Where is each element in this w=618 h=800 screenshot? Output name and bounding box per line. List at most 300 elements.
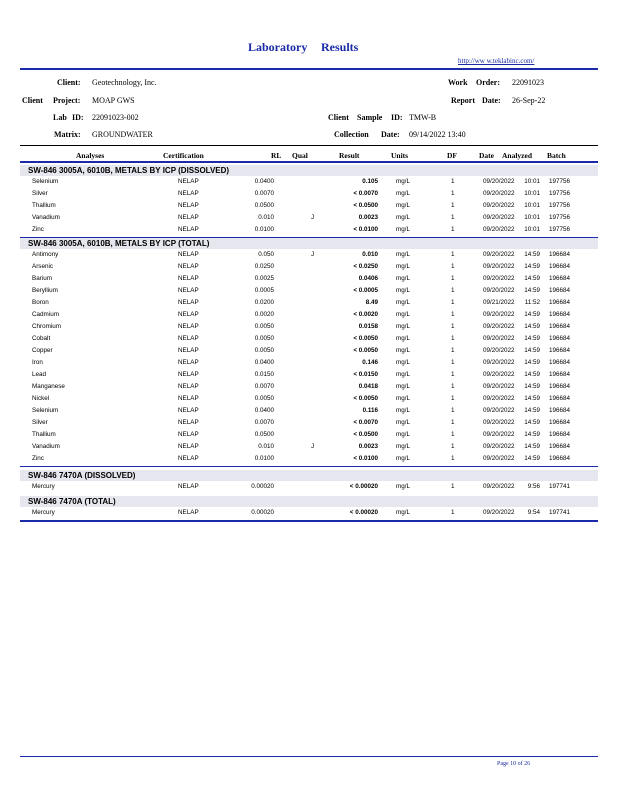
rl-cell: 0.010 [258, 214, 274, 221]
batch-cell: 196684 [549, 335, 571, 342]
certification-cell: NELAP [178, 202, 199, 209]
time-cell: 14:59 [524, 359, 540, 366]
date-cell: 09/20/2022 [483, 202, 515, 209]
certification-cell: NELAP [178, 178, 199, 185]
df-cell: 1 [451, 287, 455, 294]
df-cell: 1 [451, 202, 455, 209]
analyte-cell: Mercury [32, 509, 55, 516]
col-analyses: Analyses [76, 151, 105, 160]
certification-cell: NELAP [178, 509, 199, 516]
method-section-title: SW-846 3005A, 6010B, METALS BY ICP (DISSOLVED) [28, 166, 230, 175]
table-row [20, 200, 598, 212]
certification-cell: NELAP [178, 190, 199, 197]
method-section-title: SW-846 3005A, 6010B, METALS BY ICP (TOTAL) [28, 239, 210, 248]
time-cell: 10:01 [524, 226, 540, 233]
rl-cell: 0.0050 [254, 323, 274, 330]
batch-cell: 196684 [549, 419, 571, 426]
batch-cell: 197741 [549, 483, 571, 490]
df-cell: 1 [451, 395, 455, 402]
table-row [20, 261, 598, 273]
time-cell: 10:01 [524, 178, 540, 185]
certification-cell: NELAP [178, 371, 199, 378]
rl-cell: 0.050 [258, 251, 274, 258]
batch-cell: 197756 [549, 190, 571, 197]
time-cell: 14:59 [524, 395, 540, 402]
table-row [20, 285, 598, 297]
time-cell: 14:59 [524, 263, 540, 270]
analyte-cell: Cobalt [32, 335, 51, 342]
units-cell: mg/L [396, 383, 410, 390]
units-cell: mg/L [396, 443, 410, 450]
df-cell: 1 [451, 263, 455, 270]
section-divider [20, 520, 598, 522]
analyte-cell: Chromium [32, 323, 62, 330]
work-order-value: 22091023 [512, 78, 544, 87]
result-cell: < 0.0100 [353, 226, 378, 233]
analyte-cell: Thallium [32, 202, 56, 209]
time-cell: 14:59 [524, 371, 540, 378]
result-cell: < 0.0500 [353, 431, 378, 438]
rl-cell: 0.0070 [254, 419, 274, 426]
date-cell: 09/20/2022 [483, 178, 515, 185]
rl-cell: 0.0250 [254, 263, 274, 270]
time-cell: 14:59 [524, 407, 540, 414]
batch-cell: 196684 [549, 371, 571, 378]
analyte-cell: Cadmium [32, 311, 59, 318]
certification-cell: NELAP [178, 263, 199, 270]
df-cell: 1 [451, 431, 455, 438]
result-cell: 0.0406 [358, 275, 378, 282]
certification-cell: NELAP [178, 431, 199, 438]
result-cell: 0.010 [362, 251, 378, 258]
units-cell: mg/L [396, 178, 410, 185]
client-label: Client: [57, 78, 81, 87]
rl-cell: 0.0400 [254, 359, 274, 366]
batch-cell: 196684 [549, 311, 571, 318]
table-row [20, 309, 598, 321]
analyte-cell: Barium [32, 275, 52, 282]
analyte-cell: Copper [32, 347, 53, 354]
date-cell: 09/20/2022 [483, 190, 515, 197]
result-cell: < 0.0050 [353, 335, 378, 342]
certification-cell: NELAP [178, 323, 199, 330]
rl-cell: 0.0070 [254, 190, 274, 197]
certification-cell: NELAP [178, 335, 199, 342]
info-bottom-rule [20, 145, 598, 146]
matrix-value: GROUNDWATER [92, 130, 153, 139]
table-row [20, 369, 598, 381]
lab-id-label-b: ID: [72, 113, 84, 122]
analyte-cell: Beryllium [32, 287, 58, 294]
certification-cell: NELAP [178, 299, 199, 306]
certification-cell: NELAP [178, 383, 199, 390]
table-row [20, 357, 598, 369]
result-cell: < 0.0050 [353, 347, 378, 354]
time-cell: 14:59 [524, 455, 540, 462]
df-cell: 1 [451, 275, 455, 282]
analyte-cell: Lead [32, 371, 47, 378]
table-row [20, 176, 598, 188]
table-row [20, 441, 598, 453]
analyte-cell: Silver [32, 190, 48, 197]
batch-cell: 196684 [549, 287, 571, 294]
df-cell: 1 [451, 299, 455, 306]
work-label: Work [448, 78, 468, 87]
rl-cell: 0.0070 [254, 383, 274, 390]
certification-cell: NELAP [178, 275, 199, 282]
collection-value: 09/14/2022 13:40 [409, 130, 466, 139]
units-cell: mg/L [396, 395, 410, 402]
rl-cell: 0.0025 [254, 275, 274, 282]
batch-cell: 196684 [549, 251, 571, 258]
date-cell: 09/20/2022 [483, 509, 515, 516]
time-cell: 14:59 [524, 347, 540, 354]
client-project-label-b: Project: [53, 96, 81, 105]
result-cell: 0.0418 [358, 383, 378, 390]
date-cell: 09/20/2022 [483, 311, 515, 318]
table-row [20, 417, 598, 429]
rl-cell: 0.0050 [254, 347, 274, 354]
result-cell: 0.116 [362, 407, 378, 414]
result-cell: < 0.0100 [353, 455, 378, 462]
units-cell: mg/L [396, 263, 410, 270]
analyte-cell: Zinc [32, 226, 44, 233]
table-row [20, 249, 598, 261]
units-cell: mg/L [396, 299, 410, 306]
certification-cell: NELAP [178, 347, 199, 354]
df-cell: 1 [451, 335, 455, 342]
analyte-cell: Silver [32, 419, 48, 426]
units-cell: mg/L [396, 419, 410, 426]
df-cell: 1 [451, 359, 455, 366]
certification-cell: NELAP [178, 483, 199, 490]
result-cell: 0.105 [362, 178, 378, 185]
date-cell: 09/20/2022 [483, 359, 515, 366]
time-cell: 9:54 [527, 509, 540, 516]
project-value: MOAP GWS [92, 96, 135, 105]
batch-cell: 197756 [549, 202, 571, 209]
analyte-cell: Antimony [32, 251, 59, 258]
certification-cell: NELAP [178, 226, 199, 233]
method-section-title: SW-846 7470A (DISSOLVED) [28, 471, 136, 480]
analyte-cell: Zinc [32, 455, 44, 462]
df-cell: 1 [451, 190, 455, 197]
table-row [20, 507, 598, 519]
result-cell: < 0.0070 [353, 190, 378, 197]
time-cell: 14:59 [524, 275, 540, 282]
lab-id-label-a: Lab [53, 113, 67, 122]
units-cell: mg/L [396, 323, 410, 330]
certification-cell: NELAP [178, 419, 199, 426]
units-cell: mg/L [396, 371, 410, 378]
time-cell: 14:59 [524, 443, 540, 450]
method-section-header [20, 238, 598, 249]
client-sample-label-c: ID: [391, 113, 403, 122]
batch-cell: 197756 [549, 226, 571, 233]
result-cell: < 0.0250 [353, 263, 378, 270]
rl-cell: 0.0500 [254, 431, 274, 438]
collection-date-label: Date: [381, 130, 400, 139]
analyte-cell: Selenium [32, 407, 59, 414]
lab-website-link[interactable]: http://ww w.teklabinc.com/ [458, 57, 535, 65]
df-cell: 1 [451, 455, 455, 462]
table-row [20, 273, 598, 285]
col-df: DF [447, 151, 457, 160]
analyte-cell: Selenium [32, 178, 59, 185]
date-cell: 09/20/2022 [483, 419, 515, 426]
df-cell: 1 [451, 371, 455, 378]
certification-cell: NELAP [178, 443, 199, 450]
table-header-rule [20, 161, 598, 163]
table-row [20, 381, 598, 393]
time-cell: 14:59 [524, 311, 540, 318]
rl-cell: 0.0400 [254, 407, 274, 414]
table-row [20, 345, 598, 357]
result-cell: 0.0158 [358, 323, 378, 330]
matrix-label: Matrix: [54, 130, 81, 139]
certification-cell: NELAP [178, 407, 199, 414]
qual-cell: J [311, 251, 315, 258]
date-cell: 09/20/2022 [483, 275, 515, 282]
time-cell: 10:01 [524, 214, 540, 221]
batch-cell: 196684 [549, 263, 571, 270]
client-project-label-a: Client [22, 96, 43, 105]
col-result: Result [339, 151, 360, 160]
report-date-value: 26-Sep-22 [512, 96, 546, 105]
table-row [20, 405, 598, 417]
date-cell: 09/20/2022 [483, 395, 515, 402]
df-cell: 1 [451, 443, 455, 450]
df-cell: 1 [451, 226, 455, 233]
table-row [20, 393, 598, 405]
units-cell: mg/L [396, 407, 410, 414]
time-cell: 14:59 [524, 383, 540, 390]
units-cell: mg/L [396, 214, 410, 221]
analyte-cell: Vanadium [32, 214, 60, 221]
col-date: Date [479, 151, 494, 160]
date-cell: 09/20/2022 [483, 335, 515, 342]
table-row [20, 212, 598, 224]
report-title-laboratory: Laboratory [248, 40, 308, 54]
certification-cell: NELAP [178, 311, 199, 318]
table-row [20, 453, 598, 465]
date-cell: 09/20/2022 [483, 251, 515, 258]
qual-cell: J [311, 214, 315, 221]
certification-cell: NELAP [178, 455, 199, 462]
result-cell: < 0.00020 [349, 483, 378, 490]
time-cell: 14:59 [524, 431, 540, 438]
date-cell: 09/20/2022 [483, 443, 515, 450]
header-top-rule [20, 68, 598, 70]
rl-cell: 0.0100 [254, 455, 274, 462]
date-cell: 09/21/2022 [483, 299, 515, 306]
result-cell: < 0.0070 [353, 419, 378, 426]
date-cell: 09/20/2022 [483, 323, 515, 330]
batch-cell: 196684 [549, 347, 571, 354]
date-cell: 09/20/2022 [483, 226, 515, 233]
table-row [20, 297, 598, 309]
result-cell: 0.0023 [358, 214, 378, 221]
batch-cell: 196684 [549, 359, 571, 366]
result-cell: 0.0023 [358, 443, 378, 450]
client-sample-value: TMW-B [409, 113, 437, 122]
report-date-label: Date: [482, 96, 501, 105]
units-cell: mg/L [396, 251, 410, 258]
batch-cell: 196684 [549, 275, 571, 282]
result-cell: < 0.0020 [353, 311, 378, 318]
units-cell: mg/L [396, 335, 410, 342]
analyte-cell: Iron [32, 359, 43, 366]
analyte-cell: Arsenic [32, 263, 53, 270]
df-cell: 1 [451, 419, 455, 426]
units-cell: mg/L [396, 226, 410, 233]
df-cell: 1 [451, 509, 455, 516]
units-cell: mg/L [396, 483, 410, 490]
date-cell: 09/20/2022 [483, 407, 515, 414]
method-section-title: SW-846 7470A (TOTAL) [28, 497, 116, 506]
rl-cell: 0.0050 [254, 335, 274, 342]
units-cell: mg/L [396, 190, 410, 197]
rl-cell: 0.0150 [254, 371, 274, 378]
footer-rule [20, 756, 598, 757]
client-value: Geotechnology, Inc. [92, 78, 157, 87]
rl-cell: 0.0400 [254, 178, 274, 185]
rl-cell: 0.0020 [254, 311, 274, 318]
analyte-cell: Thallium [32, 431, 56, 438]
df-cell: 1 [451, 323, 455, 330]
order-label: Order: [476, 78, 500, 87]
time-cell: 14:59 [524, 323, 540, 330]
df-cell: 1 [451, 407, 455, 414]
col-qual: Qual [292, 151, 308, 160]
report-label: Report [451, 96, 475, 105]
result-cell: < 0.0050 [353, 395, 378, 402]
client-sample-label-b: Sample [357, 113, 383, 122]
units-cell: mg/L [396, 202, 410, 209]
batch-cell: 196684 [549, 395, 571, 402]
method-section-header [20, 496, 598, 507]
result-cell: 0.146 [362, 359, 378, 366]
time-cell: 11:52 [524, 299, 540, 306]
units-cell: mg/L [396, 509, 410, 516]
time-cell: 10:01 [524, 190, 540, 197]
result-cell: 8.49 [365, 299, 378, 306]
batch-cell: 197756 [549, 214, 571, 221]
certification-cell: NELAP [178, 251, 199, 258]
df-cell: 1 [451, 347, 455, 354]
certification-cell: NELAP [178, 214, 199, 221]
batch-cell: 197741 [549, 509, 571, 516]
result-cell: < 0.0500 [353, 202, 378, 209]
date-cell: 09/20/2022 [483, 455, 515, 462]
col-rl: RL [271, 151, 282, 160]
time-cell: 14:59 [524, 419, 540, 426]
rl-cell: 0.0500 [254, 202, 274, 209]
col-certification: Certification [163, 151, 204, 160]
date-cell: 09/20/2022 [483, 383, 515, 390]
batch-cell: 196684 [549, 431, 571, 438]
page-number: Page 10 of 26 [497, 761, 531, 767]
date-cell: 09/20/2022 [483, 483, 515, 490]
result-cell: < 0.0005 [353, 287, 378, 294]
table-row [20, 188, 598, 200]
certification-cell: NELAP [178, 395, 199, 402]
time-cell: 14:59 [524, 251, 540, 258]
batch-cell: 196684 [549, 407, 571, 414]
date-cell: 09/20/2022 [483, 214, 515, 221]
client-sample-label-a: Client [328, 113, 349, 122]
rl-cell: 0.0050 [254, 395, 274, 402]
time-cell: 14:59 [524, 335, 540, 342]
units-cell: mg/L [396, 287, 410, 294]
table-row [20, 333, 598, 345]
df-cell: 1 [451, 383, 455, 390]
time-cell: 10:01 [524, 202, 540, 209]
df-cell: 1 [451, 251, 455, 258]
analyte-cell: Vanadium [32, 443, 60, 450]
analyte-cell: Nickel [32, 395, 50, 402]
method-section-header [20, 470, 598, 481]
units-cell: mg/L [396, 359, 410, 366]
table-row [20, 429, 598, 441]
batch-cell: 196684 [549, 323, 571, 330]
result-cell: < 0.00020 [349, 509, 378, 516]
time-cell: 14:59 [524, 287, 540, 294]
df-cell: 1 [451, 311, 455, 318]
table-row [20, 224, 598, 236]
certification-cell: NELAP [178, 359, 199, 366]
time-cell: 9:56 [527, 483, 540, 490]
date-cell: 09/20/2022 [483, 371, 515, 378]
result-cell: < 0.0150 [353, 371, 378, 378]
certification-cell: NELAP [178, 287, 199, 294]
table-row [20, 321, 598, 333]
units-cell: mg/L [396, 347, 410, 354]
analyte-cell: Manganese [32, 383, 65, 390]
df-cell: 1 [451, 483, 455, 490]
rl-cell: 0.00020 [251, 483, 274, 490]
rl-cell: 0.0200 [254, 299, 274, 306]
units-cell: mg/L [396, 455, 410, 462]
col-units: Units [391, 151, 409, 160]
df-cell: 1 [451, 178, 455, 185]
batch-cell: 196684 [549, 383, 571, 390]
units-cell: mg/L [396, 311, 410, 318]
date-cell: 09/20/2022 [483, 287, 515, 294]
date-cell: 09/20/2022 [483, 431, 515, 438]
date-cell: 09/20/2022 [483, 263, 515, 270]
units-cell: mg/L [396, 275, 410, 282]
rl-cell: 0.00020 [251, 509, 274, 516]
batch-cell: 197756 [549, 178, 571, 185]
analyte-cell: Boron [32, 299, 49, 306]
table-row [20, 481, 598, 493]
collection-label: Collection [334, 130, 369, 139]
units-cell: mg/L [396, 431, 410, 438]
col-analyzed: Analyzed [502, 151, 532, 160]
batch-cell: 196684 [549, 455, 571, 462]
rl-cell: 0.0005 [254, 287, 274, 294]
analyte-cell: Mercury [32, 483, 55, 490]
col-batch: Batch [547, 151, 566, 160]
qual-cell: J [311, 443, 315, 450]
df-cell: 1 [451, 214, 455, 221]
section-divider [20, 466, 598, 467]
report-title-results: Results [321, 40, 359, 54]
batch-cell: 196684 [549, 443, 571, 450]
rl-cell: 0.010 [258, 443, 274, 450]
batch-cell: 196684 [549, 299, 571, 306]
